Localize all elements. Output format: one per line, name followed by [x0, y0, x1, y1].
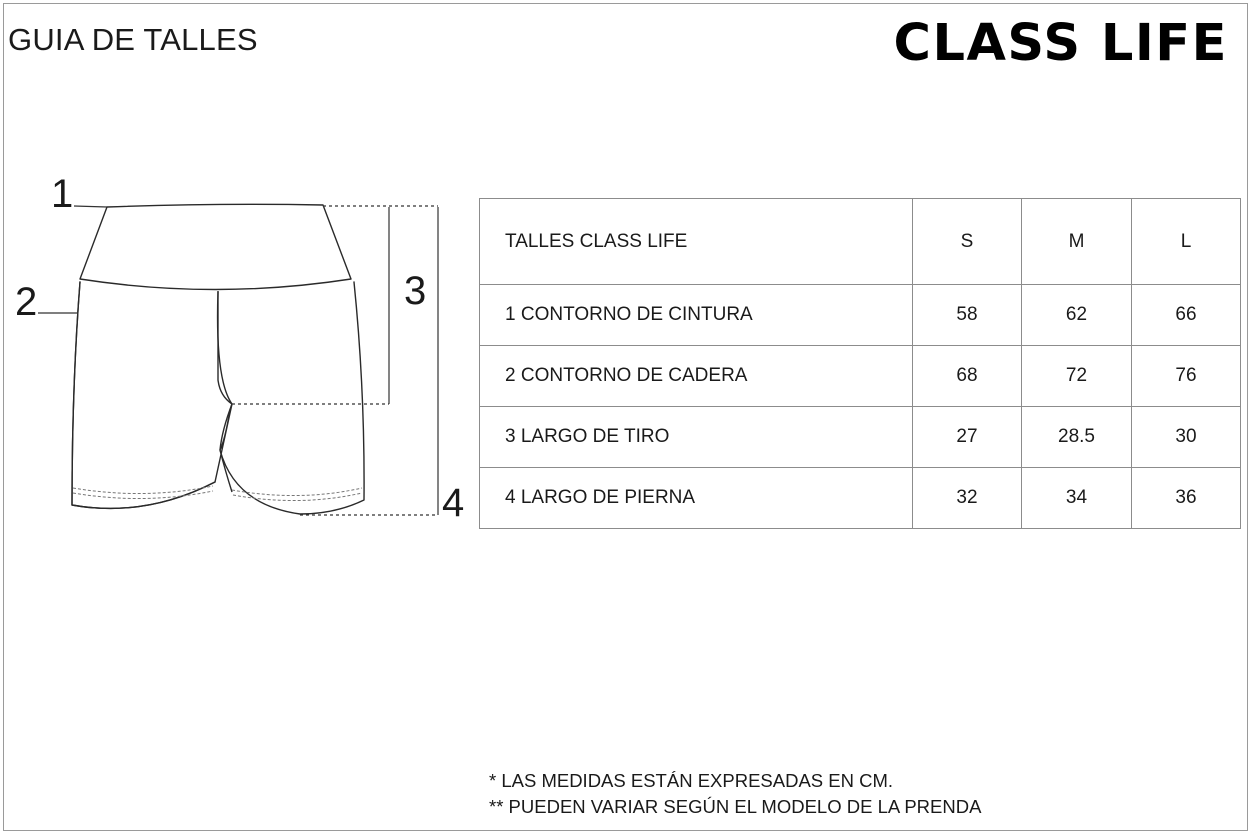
row-label: 3 LARGO DE TIRO	[480, 407, 913, 468]
size-table	[479, 198, 1241, 529]
cell-value: 68	[913, 346, 1022, 407]
size-header-s: S	[913, 199, 1022, 285]
measure-lines	[38, 206, 438, 515]
marker-4: 4	[442, 481, 465, 525]
cell-value: 32	[913, 468, 1022, 529]
cell-value: 72	[1022, 346, 1132, 407]
cell-value: 28.5	[1022, 407, 1132, 468]
cell-value: 62	[1022, 285, 1132, 346]
shorts-diagram	[0, 160, 478, 540]
table-row	[480, 285, 1241, 346]
marker-3: 3	[404, 269, 427, 313]
cell-value: 30	[1132, 407, 1241, 468]
row-label: 2 CONTORNO DE CADERA	[480, 346, 913, 407]
page-title: GUIA DE TALLES	[8, 22, 258, 57]
cell-value: 76	[1132, 346, 1241, 407]
table-header-label: TALLES CLASS LIFE	[480, 199, 913, 285]
row-label: 4 LARGO DE PIERNA	[480, 468, 913, 529]
marker-1: 1	[51, 172, 74, 216]
left-leg-outline	[72, 282, 215, 508]
footnotes	[489, 768, 981, 820]
waistband-shape	[80, 204, 351, 289]
cell-value: 58	[913, 285, 1022, 346]
footnote-units: * LAS MEDIDAS ESTÁN EXPRESADAS EN CM.	[489, 770, 894, 791]
row-label: 1 CONTORNO DE CINTURA	[480, 285, 913, 346]
cell-value: 34	[1022, 468, 1132, 529]
size-header-l: L	[1132, 199, 1241, 285]
table-row	[480, 346, 1241, 407]
table-row	[480, 468, 1241, 529]
cell-value: 27	[913, 407, 1022, 468]
waist-leader	[74, 206, 107, 207]
table-header-row	[480, 199, 1241, 285]
brand-logo: CLASS LIFE	[893, 14, 1228, 73]
cell-value: 66	[1132, 285, 1241, 346]
size-header-m: M	[1022, 199, 1132, 285]
table-row	[480, 407, 1241, 468]
footnote-variation: ** PUEDEN VARIAR SEGÚN EL MODELO DE LA PRENDA	[489, 796, 982, 817]
marker-2: 2	[15, 280, 38, 324]
hem-stitch-right	[232, 488, 362, 496]
cell-value: 36	[1132, 468, 1241, 529]
